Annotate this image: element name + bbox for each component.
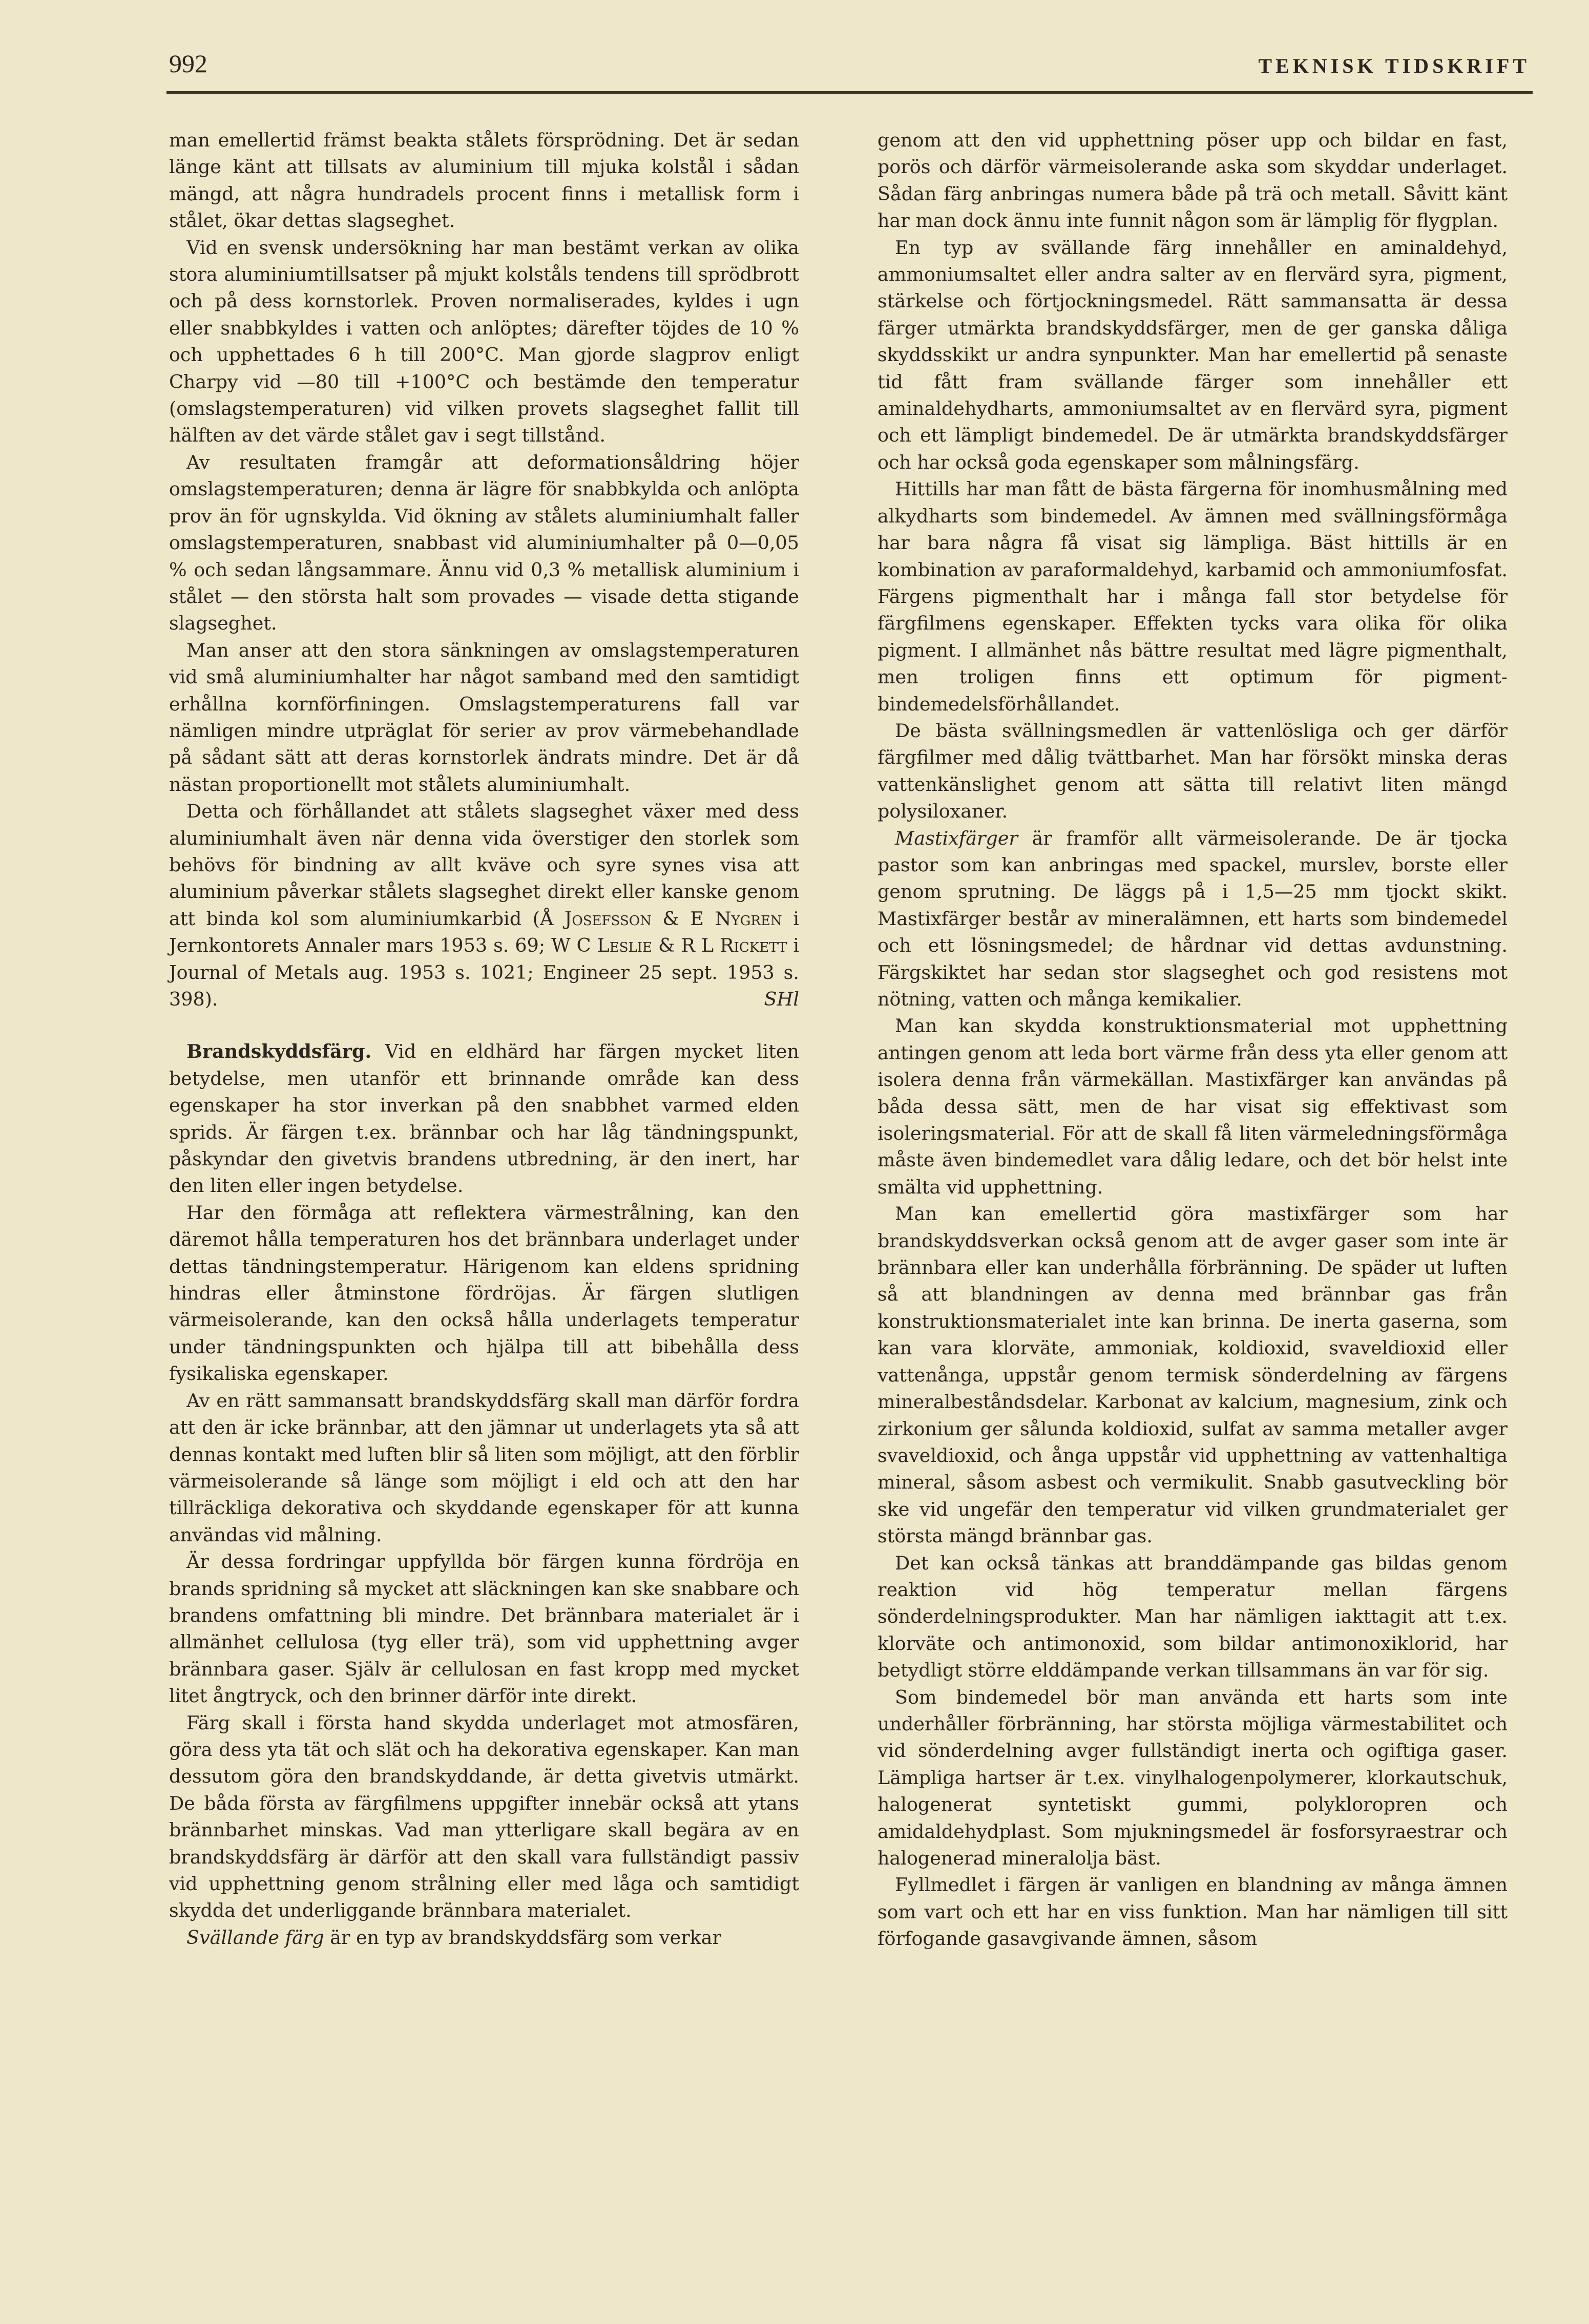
paragraph bbox=[169, 1924, 799, 1951]
journal-title: TEKNISK TIDSKRIFT bbox=[1258, 54, 1530, 77]
author-name: Rickett bbox=[720, 934, 787, 957]
paragraph-with-references bbox=[169, 798, 799, 1013]
paragraph: De bästa svällningsmedlen är vattenlösliga och ger därför färgfilmer med dålig tvättbarhet. Man har försökt minska deras vattenkänslighet genom att sätta till relativt liten mängd polysiloxaner. bbox=[877, 719, 1508, 823]
section-start-paragraph bbox=[169, 1038, 799, 1199]
paragraph-text: Detta och förhållandet att stålets slagseghet växer med dess aluminiumhalt även när denna vida överstiger den storlek som behövs för bindning av allt kväve och syre synes visa att aluminium påverkar stålets slagseghet direkt eller kanske genom att binda kol som aluminiumkarbid (Å bbox=[169, 800, 799, 930]
paragraph: Hittills har man fått de bästa färgerna för inomhusmålning med alkydharts som bindemedel. Av ämnen med svällningsförmåga har bara några få visat sig lämpliga. Bäst hittills är en kombination av paraformaldehyd, karbamid och ammoniumfosfat. Färgens pigmenthalt har i många fall stor betydelse för färgfilmens egenskaper. Effekten tycks vara olika för olika pigment. I allmänhet nås bättre resultat med lägre pigmenthalt, men troligen finns ett optimum för pigment-bindemedelsförhållandet. bbox=[877, 478, 1508, 715]
author-signature: SHl bbox=[764, 988, 799, 1010]
author-name: Josefsson bbox=[564, 907, 652, 930]
left-column bbox=[169, 127, 799, 1951]
paragraph-text: i Journal of Metals aug. 1953 s. 1021; Engineer 25 sept. 1953 s. 398). bbox=[169, 934, 800, 1010]
paragraph: man emellertid främst beakta stålets försprödning. Det är sedan länge känt att tillsats av aluminium till mjuka kolstål i sådan mängd, att några hundradels procent finns i metallisk form i stålet, ökar dettas slagseghet. bbox=[169, 129, 799, 232]
paragraph: Vid en svensk undersökning har man bestämt verkan av olika stora aluminiumtillsatser på mjukt kolståls tendens till sprödbrott och på dess kornstorlek. Proven normaliserades, kyldes i ugn eller snabbkyldes i vatten och anlöptes; därefter töjdes de 10 % och upphettades 6 h till 200°C. Man gjorde slagprov enligt Charpy vid —80 till +100°C och bestämde den temperatur (omslagstemperaturen) vid vilken provets slagseghet fallit till hälften av det värde stålet gav i segt tillstånd. bbox=[169, 236, 799, 447]
author-name: Leslie bbox=[597, 934, 653, 957]
paragraph: Man kan skydda konstruktionsmaterial mot upphettning antingen genom att leda bort värme från dess yta eller genom att isolera denna från värmekällan. Mastixfärger kan användas på båda dessa sätt, men de har visat sig effektivast som isoleringsmaterial. För att de skall få liten värmeledningsförmåga måste även bindemedlet vara dålig ledare, och det bör helst inte smälta vid upphettning. bbox=[877, 1015, 1508, 1198]
paragraph: Fyllmedlet i färgen är vanligen en blandning av många ämnen som vart och ett har en viss funktion. Man har nämligen till sitt förfogande gasavgivande ämnen, såsom bbox=[877, 1874, 1508, 1950]
paragraph bbox=[877, 825, 1508, 1013]
paragraph: Man kan emellertid göra mastixfärger som har brandskyddsverkan också genom att de avger gaser som inte är brännbara eller kan underhålla förbränning. De späder ut luften så att blandningen av denna med brännbar gas från konstruktionsmaterialet inte kan brinna. De inerta gaserna, som kan vara klorväte, ammoniak, koldioxid, svaveldioxid eller vattenånga, uppstår genom termisk sönderdelning av färgens mineralbeståndsdelar. Karbonat av kalcium, magnesium, zink och zirkonium ger sålunda koldioxid, sulfat av samma metaller avger svaveldioxid, och ånga uppstår vid upphettning av vattenhaltiga mineral, såsom asbest och vermikulit. Snabb gasutveckling bör ske vid ungefär den temperatur vid vilken grundmaterialet ger största mängd brännbar gas. bbox=[877, 1203, 1508, 1547]
header-rule bbox=[166, 91, 1533, 94]
paragraph: Det kan också tänkas att branddämpande gas bildas genom reaktion vid hög temperatur mellan färgens sönderdelningsprodukter. Man har nämligen iakttagit att t.ex. klorväte och antimonoxid, som bildar antimonoxiklorid, har betydligt större elddämpande verkan tillsammans än var för sig. bbox=[877, 1552, 1508, 1682]
section-keyword: Brandskyddsfärg. bbox=[186, 1040, 372, 1063]
author-name: Nygren bbox=[715, 907, 782, 930]
page-number: 992 bbox=[169, 49, 207, 78]
paragraph-text: Vid en eldhärd har färgen mycket liten betydelse, men utanför ett brinnande område kan dess egenskaper ha stor inverkan på den snabbhet varmed elden sprids. Är färgen t.ex. brännbar och har låg tändningspunkt, påskyndar den givetvis brandens utbredning, är den inert, har den liten eller ingen betydelse. bbox=[169, 1040, 799, 1197]
paragraph-text: & E bbox=[651, 907, 715, 930]
paragraph: Är dessa fordringar uppfyllda bör färgen kunna fördröja en brands spridning så mycket att släckningen kan ske snabbare och brandens omfattning bli mindre. Det brännbara materialet är i allmänhet cellulosa (tyg eller trä), som vid upphettning avger brännbara gaser. Själv är cellulosan en fast kropp med mycket litet ångtryck, och den brinner därför inte direkt. bbox=[169, 1551, 799, 1707]
right-column bbox=[877, 127, 1508, 1953]
paragraph: En typ av svällande färg innehåller en aminaldehyd, ammoniumsaltet eller andra salter av en flervärd syra, pigment, stärkelse och förtjockningsmedel. Rätt sammansatta är dessa färger utmärkta brandskyddsfärger, men de ger ganska dåliga skyddsskikt ur andra synpunkter. Man har emellertid på senaste tid fått fram svällande färger som innehåller ett aminaldehydharts, ammoniumsaltet av en flervärd syra, pigment och ett lämpligt bindemedel. De är utmärkta brandskyddsfärger och har också goda egenskaper som målningsfärg. bbox=[877, 236, 1508, 473]
page-header bbox=[169, 49, 1530, 90]
paragraph-text: är framför allt värmeisolerande. De är tjocka pastor som kan anbringas med spackel, murslev, borste eller genom sprutning. De läggs på i 1,5—25 mm tjockt skikt. Mastixfärger består av mineralämnen, ett harts som bindemedel och ett lösningsmedel; de hårdnar vid dettas avdunstning. Färgskiktet har sedan stor slagseghet och god resistens mot nötning, vatten och många kemikalier. bbox=[877, 827, 1508, 1010]
italic-term: Mastixfärger bbox=[895, 827, 1018, 849]
paragraph: Av resultaten framgår att deformationsåldring höjer omslagstemperaturen; denna är lägre för snabbkylda och anlöpta prov än för ugnskylda. Vid ökning av stålets aluminiumhalt faller omslagstemperaturen, snabbast vid aluminiumhalter på 0—0,05 % och sedan långsammare. Ännu vid 0,3 % metallisk aluminium i stålet — den största halt som provades — visade detta stigande slagseghet. bbox=[169, 451, 799, 635]
paragraph-text: är en typ av brandskyddsfärg som verkar bbox=[324, 1926, 721, 1949]
paragraph-text: i Jernkontorets Annaler mars 1953 s. 69; W C bbox=[169, 907, 799, 957]
paragraph-text: & R L bbox=[652, 934, 720, 957]
paragraph: Som bindemedel bör man använda ett harts som inte underhåller förbränning, har största möjliga värmestabilitet och vid sönderdelning avger fullständigt inerta och ogiftiga gaser. Lämpliga hartser är t.ex. vinylhalogenpolymerer, klorkautschuk, halogenerat syntetiskt gummi, polykloropren och amidaldehydplast. Som mjukningsmedel är fosforsyraestrar och halogenerad mineralolja bäst. bbox=[877, 1686, 1508, 1869]
italic-term: Svällande färg bbox=[186, 1926, 324, 1949]
paragraph: Färg skall i första hand skydda underlaget mot atmosfären, göra dess yta tät och slät och ha dekorativa egenskaper. Kan man dessutom göra den brandskyddande, är detta givetvis utmärkt. De båda första av färgfilmens uppgifter innebär också att ytans brännbarhet minskas. Vad man ytterligare skall begära av en brandskyddsfärg är därför att den skall vara fullständigt passiv vid upphettning genom strålning eller med låga och samtidigt skydda det underliggande brännbara materialet. bbox=[169, 1711, 799, 1922]
paragraph: genom att den vid upphettning pöser upp och bildar en fast, porös och därför värmeisolerande aska som skyddar underlaget. Sådan färg anbringas numera både på trä och metall. Såvitt känt har man dock ännu inte funnit någon som är lämplig för flygplan. bbox=[877, 129, 1508, 232]
paragraph: Av en rätt sammansatt brandskyddsfärg skall man därför fordra att den är icke brännbar, att den jämnar ut underlagets yta så att dennas kontakt med luften blir så liten som möjligt, att den förblir värmeisolerande så länge som möjligt i eld och att den har tillräckliga dekorativa och skyddande egenskaper för att kunna användas vid målning. bbox=[169, 1389, 799, 1546]
paragraph: Har den förmåga att reflektera värmestrålning, kan den däremot hålla temperaturen hos det brännbara underlaget under dettas tändningstemperatur. Härigenom kan eldens spridning hindras eller åtminstone fördröjas. Är färgen slutligen värmeisolerande, kan den också hålla underlagets temperatur under tändningspunkten och hjälpa till att bibehålla dess fysikaliska egenskaper. bbox=[169, 1201, 799, 1385]
paragraph: Man anser att den stora sänkningen av omslagstemperaturen vid små aluminiumhalter har något samband med den samtidigt erhållna kornförfiningen. Omslagstemperaturens fall var nämligen mindre utpräglat för serier av prov värmebehandlade på sådant sätt att deras kornstorlek ändrats mindre. Det är då nästan proportionellt mot stålets aluminiumhalt. bbox=[169, 639, 799, 795]
